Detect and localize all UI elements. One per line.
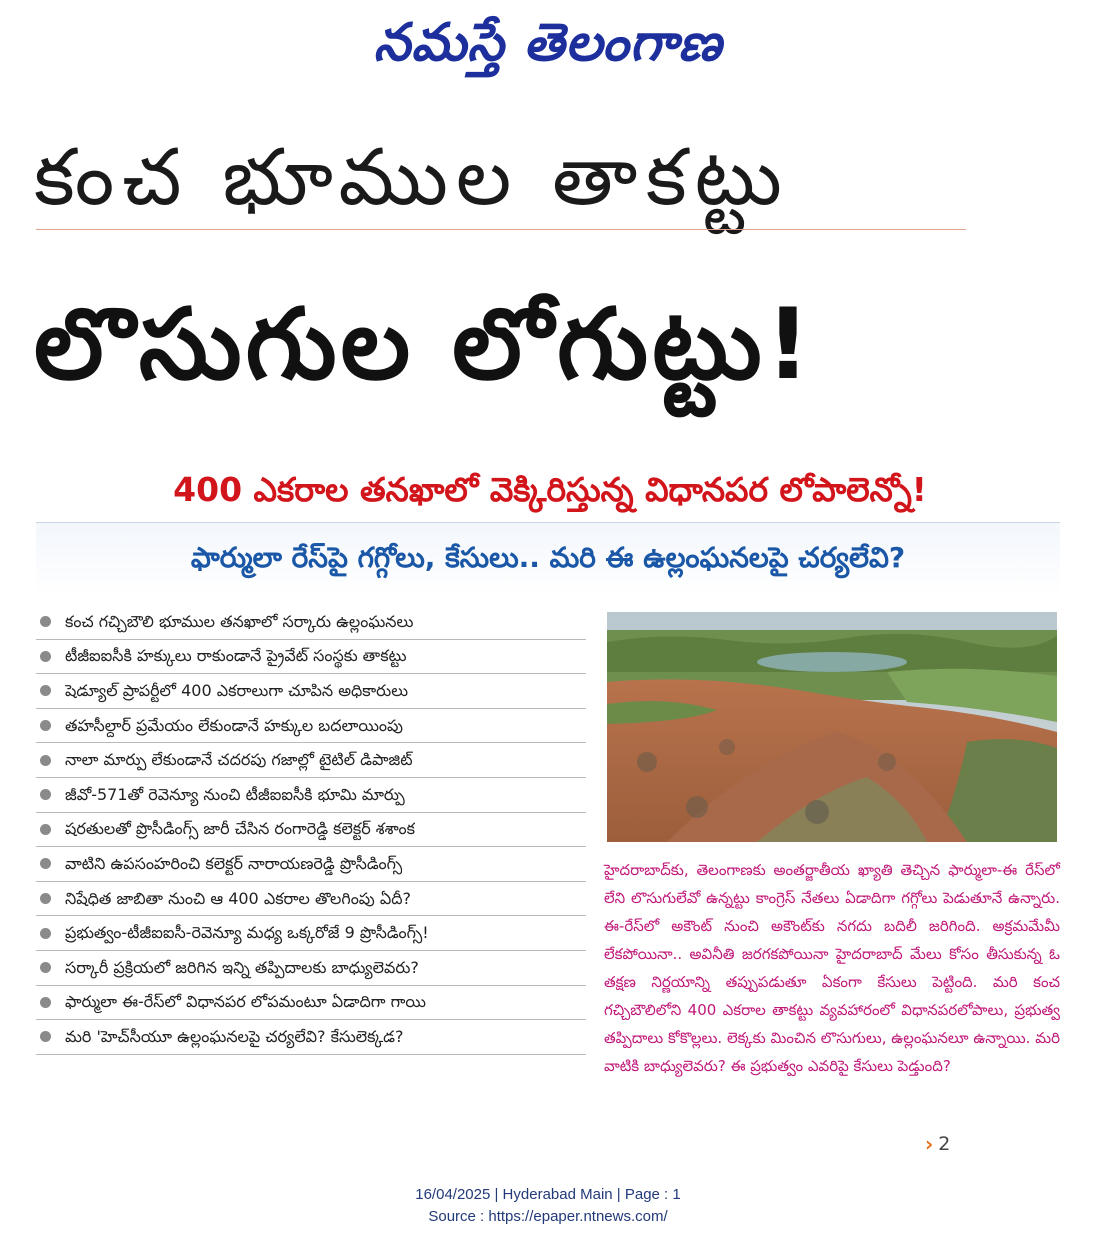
bullet-item <box>36 847 586 882</box>
bullet-dot-icon <box>40 858 51 869</box>
bullet-text: కంచ గచ్చిబౌలి భూముల తనఖాలో సర్కారు ఉల్లంఘనలు <box>65 611 414 631</box>
bullet-dot-icon <box>40 720 51 731</box>
bullet-item <box>36 605 586 640</box>
subheadline-blue: ఫార్ములా రేస్‌పై గగ్గోలు, కేసులు.. మరి ఈ ఉల్లంఘనలపై చర్యలేవి? <box>190 541 906 574</box>
headline-line-2: లొసుగుల లోగుట్టు! <box>34 288 815 402</box>
bullet-item <box>36 674 586 709</box>
headline-line-1: కంచ భూముల తాకట్టు <box>34 133 790 223</box>
continued-on-page <box>925 1130 950 1158</box>
bullet-dot-icon <box>40 616 51 627</box>
bullet-item <box>36 1020 586 1055</box>
page-footer <box>0 1184 1096 1234</box>
subheadline-red: 400 ఎకరాల తనఖాలో వెక్కిరిస్తున్న విధానపర లోపాలెన్నో! <box>173 470 927 509</box>
bullet-dot-icon <box>40 789 51 800</box>
bullet-text: మరి 'హెచ్‌సీయూ ఉల్లంఘనలపై చర్యలేవి? కేసులెక్కడ? <box>65 1026 404 1046</box>
footer-source: Source : https://epaper.ntnews.com/ <box>428 1208 668 1225</box>
bullet-text: నిషేధిత జాబితా నుంచి ఆ 400 ఎకరాల తొలగింపు ఏదీ? <box>65 888 412 908</box>
caption-text: హైదరాబాద్‌కు, తెలంగాణకు అంతర్జాతీయ ఖ్యాతి తెచ్చిన ఫార్ములా-ఈ రేస్‌లో లేని లొసుగులేవో ఉన్నట్టు కాంగ్రెస్ నేతలు ఏడాదిగా గగ్గోలు పెడుతూనే ఉన్నారు. ఈ-రేస్‌లో అకౌంట్ నుంచి అకౌంట్‌కు నగదు బదిలీ జరిగింది. అక్రమమేమీ లేకపోయినా.. అవినీతి జరగకపోయినా హైదరాబాద్ మేలు కోసం తీసుకున్న ఓ తక్షణ నిర్ణయాన్ని తప్పుపడుతూ ఏకంగా కేసులు పెట్టింది. మరి కంచ గచ్చిబౌలిలోని 400 ఎకరాల తాకట్టు వ్యవహారంలో విధానపరలోపాలు, ప్రభుత్వ తప్పిదాలు కోకొల్లలు. లెక్కకు మించిన లొసుగులు, ఉల్లంఘనలూ ఉన్నాయి. మరి వాటికి బాధ్యులెవరు? ఈ ప్రభుత్వం ఎవరిపై కేసులు పెడ్తుంది? <box>604 861 1060 1075</box>
bullet-dot-icon <box>40 824 51 835</box>
bullet-dot-icon <box>40 755 51 766</box>
bullet-text: జీవో-571తో రెవెన్యూ నుంచి టీజీఐఐసీకి భూమి మార్పు <box>65 784 405 804</box>
bullet-item <box>36 882 586 917</box>
bullet-text: షెడ్యూల్ ప్రాపర్టీలో 400 ఎకరాలుగా చూపిన అధికారులు <box>65 680 409 700</box>
photo-caption <box>604 856 1060 1156</box>
bullet-item <box>36 640 586 675</box>
bullet-dot-icon <box>40 1031 51 1042</box>
bullet-text: షరతులతో ప్రొసీడింగ్స్ జారీ చేసిన రంగారెడ్డి కలెక్టర్ శశాంక <box>65 819 416 839</box>
bullet-item <box>36 916 586 951</box>
bullet-dot-icon <box>40 928 51 939</box>
bullet-item <box>36 743 586 778</box>
bullet-item <box>36 709 586 744</box>
bullet-text: ఫార్ములా ఈ-రేస్‌లో విధానపర లోపమంటూ ఏడాదిగా గాయి <box>65 992 426 1012</box>
bullet-text: వాటిని ఉపసంహరించి కలెక్టర్ నారాయణరెడ్డి ప్రొసీడింగ్స్ <box>65 853 403 873</box>
bullet-item <box>36 778 586 813</box>
bullet-text: తహసీల్దార్ ప్రమేయం లేకుండానే హక్కుల బదలాయింపు <box>65 715 404 735</box>
bullet-item <box>36 951 586 986</box>
bullet-dot-icon <box>40 962 51 973</box>
bullet-item <box>36 813 586 848</box>
headline-divider <box>36 229 966 230</box>
chevron-right-icon: › <box>925 1132 934 1156</box>
bullet-text: నాలా మార్పు లేకుండానే చదరపు గజాల్లో టైటిల్ డిపాజిట్ <box>65 750 413 770</box>
bullet-dot-icon <box>40 685 51 696</box>
masthead-title: నమస్తే తెలంగాణ <box>373 12 723 73</box>
bullet-dot-icon <box>40 997 51 1008</box>
bullet-text: ప్రభుత్వం-టీజీఐఐసీ-రెవెన్యూ మధ్య ఒక్కరోజే 9 ప్రొసీడింగ్స్! <box>65 923 429 943</box>
aerial-land-photo <box>607 612 1057 842</box>
bullet-dot-icon <box>40 651 51 662</box>
continued-page-number: 2 <box>938 1133 951 1155</box>
bullet-dot-icon <box>40 893 51 904</box>
bullet-text: టీజీఐఐసీకి హక్కులు రాకుండానే ప్రైవేట్ సంస్థకు తాకట్టు <box>65 646 407 666</box>
footer-date-edition: 16/04/2025 | Hyderabad Main | Page : 1 <box>415 1186 681 1203</box>
bullet-item <box>36 986 586 1021</box>
bullet-text: సర్కారీ ప్రక్రియలో జరిగిన ఇన్ని తప్పిదాలకు బాధ్యులెవరు? <box>65 957 419 977</box>
bullet-list <box>36 605 586 1055</box>
